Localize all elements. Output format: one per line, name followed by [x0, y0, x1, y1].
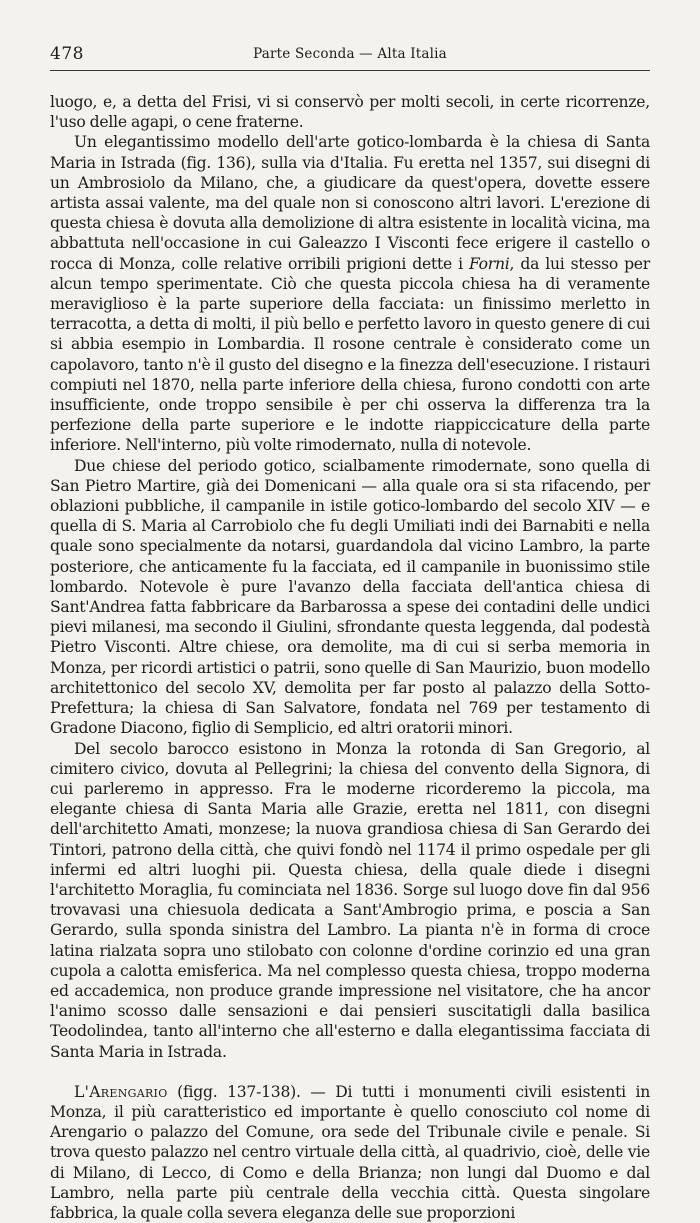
- paragraph-text: , da lui stesso per alcun tempo sperimentate. Ciò che questa piccola chiesa ha di veramente meraviglioso è la parte superiore della facciata: un finissimo merletto in terracotta, a detta di molti, il più bello e perfetto lavoro in questo genere di cui si abbia esempio in Lombardia. Il rosone centrale è considerato come un capolavoro, tanto n'è il gusto del disegno e la finezza dell'esecuzione. I ristauri compiuti nel 1870, nella parte inferiore della chiesa, furono condotti con arte insufficiente, onde troppo sensibile è per chi osserva la differenza tra la perfezione della parte superiore e le indotte riappiccicature della parte inferiore. Nell'interno, più volte rimodernato, nulla di notevole.: [50, 254, 650, 455]
- body-text: [50, 92, 650, 1223]
- running-title: Parte Seconda — Alta Italia: [253, 46, 447, 62]
- paragraph-gothic-churches: Due chiese del periodo gotico, scialbamente rimodernate, sono quella di San Pietro Martire, già dei Domenicani — alla quale ora si sta rifacendo, per oblazioni pubbliche, il campanile in istile gotico-lombardo del secolo XIV — e quella di S. Maria al Carrobiolo che fu degli Umiliati indi dei Barnabiti e nella quale sono specialmente da notarsi, guardandola dal vicino Lambro, la parte posteriore, che anticamente fu la facciata, ed il campanile in buonissimo stile lombardo. Notevole è pure l'avanzo della facciata dell'antica chiesa di Sant'Andrea fatta fabbricare da Barbarossa a spese dei contadini delle undici pievi milanesi, ma secondo il Giulini, sfrondante questa leggenda, dal podestà Pietro Visconti. Altre chiese, ora demolite, ma di cui si serba memoria in Monza, per ricordi artistici o patrii, sono quelle di San Maurizio, buon modello architettonico del secolo XV, demolita per far posto al palazzo della Sotto-Prefettura; la chiesa di San Salvatore, fondata nel 769 per testamento di Gradone Diacono, figlio di Semplicio, ed altri oratorii minori.: [50, 456, 650, 738]
- paragraph-baroque-modern-churches: Del secolo barocco esistono in Monza la rotonda di San Gregorio, al cimitero civico, dovuta al Pellegrini; la chiesa del convento della Signora, di cui parleremo in appresso. Fra le moderne ricorderemo la piccola, ma elegante chiesa di Santa Maria alle Grazie, eretta nel 1811, con disegni dell'architetto Amati, monzese; la nuova grandiosa chiesa di San Gerardo dei Tintori, patrono della città, che quivi fondò nel 1174 il primo ospedale per gli infermi ed altri luoghi pii. Questa chiesa, della quale diede i disegni l'architetto Moraglia, fu cominciata nel 1836. Sorge sul luogo dove fin dal 956 trovavasi una chiesuola dedicata a Sant'Ambrogio prima, e poscia a San Gerardo, sulla sponda sinistra del Lambro. La pianta n'è in forma di croce latina rialzata sopra uno stilobato con colonne d'ordine corinzio ed una gran cupola a calotta emisferica. Ma nel complesso questa chiesa, troppo moderna ed accademica, non produce grande impressione nel visitatore, che ha ancor l'animo scosso dalle sensazioni e dai pensieri suscitatigli dalla basilica Teodolindea, tanto all'interno che all'esterno e dalla elegantissima facciata di Santa Maria in Istrada.: [50, 739, 650, 1061]
- page-number: 478: [50, 44, 84, 64]
- header-rule: [50, 70, 650, 71]
- paragraph-text: (figg. 137-138). — Di tutti i monumenti civili esistenti in Monza, il più caratteristico ed importante è quello conosciuto col nome di Arengario o palazzo del Comune, ora sede del Tribunale civile e penale. Si trova questo palazzo nel centro virtuale della città, al quadrivio, cioè, delle vie di Milano, di Lecco, di Como e della Brianza; non lungi dal Duomo e dal Lambro, nella parte più centrale della vecchia città. Questa singolare fabbrica, la quale colla severa eleganza delle sue proporzioni: [50, 1082, 650, 1222]
- paragraph-continued: luogo, e, a detta del Frisi, vi si conservò per molti secoli, in certe ricorrenze, l'uso delle agapi, o cene fraterne.: [50, 93, 650, 132]
- italic-term: Forni: [468, 254, 510, 273]
- page-header: [50, 44, 650, 66]
- section-heading: L'Arengario: [74, 1082, 168, 1101]
- paragraph-text: Un elegantissimo modello dell'arte gotico-lombarda è la chiesa di Santa Maria in Istrada (fig. 136), sulla via d'Italia. Fu eretta nel 1357, sui disegni di un Ambrosiolo da Milano, che, a giudicare da quest'opera, dovette essere artista assai valente, ma del quale non si conoscono altri lavori. L'erezione di questa chiesa è dovuta alla demolizione di altra esistente in località vicina, ma abbattuta nell'occasione in cui Galeazzo I Visconti fece erigere il castello o rocca di Monza, colle relative orribili prigioni dette i: [50, 133, 650, 273]
- paragraph-santa-maria-istrada: [50, 132, 650, 455]
- paragraph-arengario: [50, 1082, 650, 1223]
